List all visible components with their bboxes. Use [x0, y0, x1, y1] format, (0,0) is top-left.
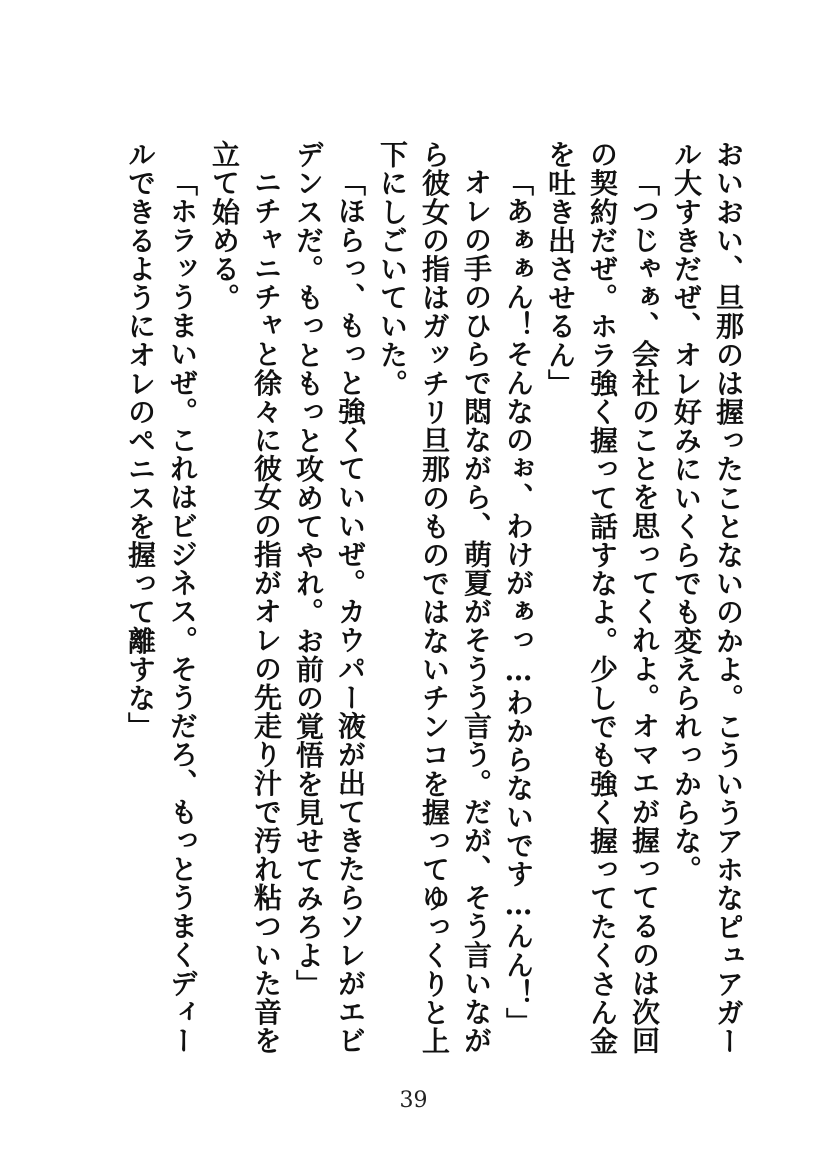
paragraph-7: 「ホラッうまいぜ。これはビジネス。そうだろ、もっとうまくディールできるようにオレのペニスを握って離すな」	[124, 140, 199, 1055]
vertical-text-body	[119, 140, 749, 1060]
paragraph-1: おいおい、旦那のは握ったことないのかよ。こういうアホなピュアガール大すきだぜ、オレ好みにいくらでも変えられっからな。	[670, 140, 745, 1056]
paragraph-4: オレの手のひらで悶ながら、萌夏がそうう言う。だが、そう言いながら彼女の指はガッチリ旦那のものではないチンコを握ってゆっくりと上下にしごいていた。	[376, 140, 493, 1056]
paragraph-5: 「ほらっ、もっと強くていいぜ。カウパー液が出てきたらソレがエビデンスだ。もっともっと攻めてやれ。お前の覚悟を見せてみろよ」	[292, 140, 367, 1055]
page-number: 39	[399, 1088, 428, 1113]
paragraph-3: 「あぁぁん！そんなのぉ、わけがぁっ…わからないです…んん！」	[502, 168, 535, 1036]
paragraph-6: ニチャニチャと徐々に彼女の指がオレの先走り汁で汚れ粘ついた音を立て始める。	[208, 140, 283, 1055]
paragraph-2: 「つじゃぁ、会社のことを思ってくれよ。オマエが握ってるのは次回の契約だぜ。ホラ強く握って話すなよ。少しでも強く握ってたくさん金を吐き出させるん」	[544, 140, 661, 1056]
